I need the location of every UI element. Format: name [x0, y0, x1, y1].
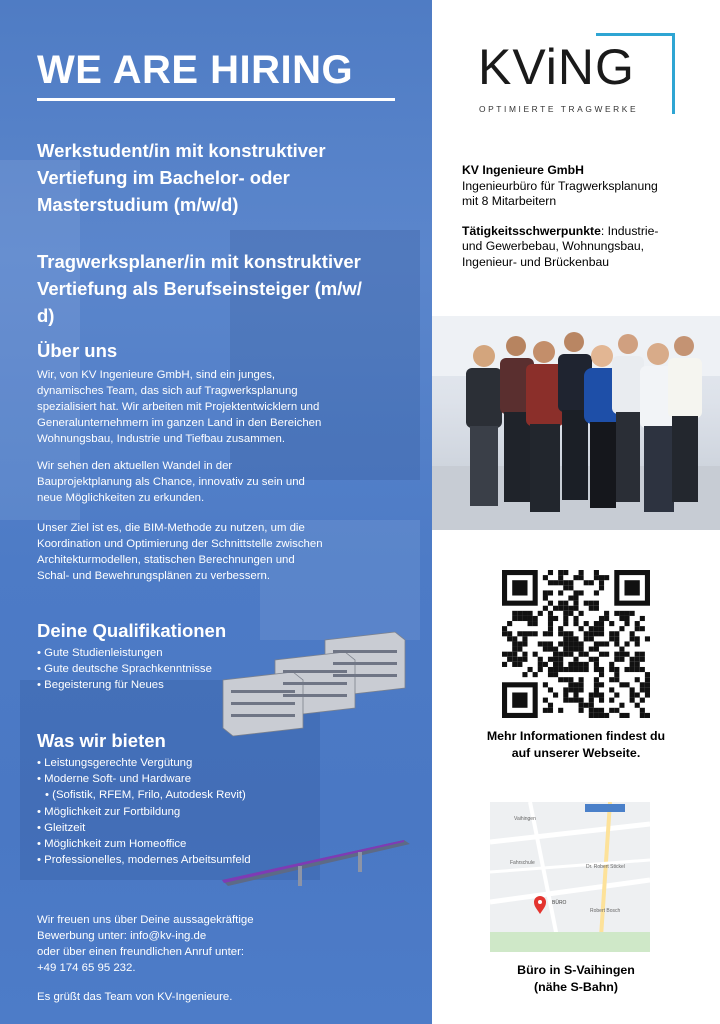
map-label: BÜRO — [552, 900, 567, 906]
list-item: • Leistungsgerechte Vergütung — [37, 755, 251, 771]
bridge-render-image — [218, 828, 418, 898]
qr-code — [502, 570, 650, 718]
headline-underline — [37, 98, 395, 101]
company-name: KV Ingenieure GmbH — [462, 163, 584, 177]
location-map — [490, 802, 650, 952]
qr-caption: Mehr Informationen findest du auf unserer Webseite. — [486, 729, 666, 760]
list-item: • Möglichkeit zum Homeoffice — [37, 836, 251, 852]
list-item: • Gute Studienleistungen — [37, 645, 212, 661]
map-label: Vaihingen — [514, 816, 536, 822]
company-info: KV Ingenieure GmbH Ingenieurbüro für Tragwerksplanung mit 8 Mitarbeitern Tätigkeitsschwerpunkte: Industrie- und Gewerbebau, Wohnungsbau, Ingenieur- und Brückenbau — [462, 163, 659, 269]
building-render-image — [215, 628, 415, 738]
job-title-working-student: Werkstudent/in mit konstruktiver Vertiefung im Bachelor- oder Masterstudium (m/w/d) — [37, 140, 326, 215]
map-label: Dr. Robert Stickel — [586, 864, 625, 870]
team-photo-illustration — [432, 316, 720, 530]
map-label: Fahrschule — [510, 860, 535, 866]
about-heading: Über uns — [37, 340, 118, 361]
map-label: Robert Bosch — [590, 908, 621, 914]
qualifications-list — [37, 645, 212, 694]
list-item: • Professionelles, modernes Arbeitsumfeld — [37, 852, 251, 868]
about-paragraph-3: Unser Ziel ist es, die BIM-Methode zu nutzen, um die Koordination und Optimierung der Schnittstelle zwischen Architekturmodellen, statischen Berechnungen und Schal- und Bewehrungsplänen zu verbessern. — [37, 522, 323, 582]
list-item-note: • (Sofistik, RFEM, Frilo, Autodesk Revit) — [37, 787, 251, 803]
offer-heading: Was wir bieten — [37, 730, 166, 751]
job-title-structural-planner: Tragwerksplaner/in mit konstruktiver Vertiefung als Berufseinsteiger (m/w/ d) — [37, 251, 362, 326]
list-item: • Moderne Soft- und Hardware — [37, 771, 251, 787]
team-photo — [432, 316, 720, 530]
list-item: • Gute deutsche Sprachkenntnisse — [37, 661, 212, 677]
contact-text: Wir freuen uns über Deine aussagekräftige Bewerbung unter: info@kv-ing.de oder über einen freundlichen Anruf unter: +49 174 65 95 232. — [37, 914, 254, 974]
about-paragraph-2: Wir sehen den aktuellen Wandel in der Bauprojektplanung als Chance, innovativ zu sein und neue Möglichkeiten zu erkunden. — [37, 460, 305, 504]
qualifications-heading: Deine Qualifikationen — [37, 620, 227, 641]
map-illustration — [490, 802, 650, 952]
signature-line: Es grüßt das Team von KV-Ingenieure. — [37, 991, 233, 1003]
company-logo: KViNG — [478, 39, 635, 95]
list-item: • Möglichkeit zur Fortbildung — [37, 804, 251, 820]
headline: WE ARE HIRING — [37, 48, 354, 92]
about-paragraph-1: Wir, von KV Ingenieure GmbH, sind ein junges, dynamisches Team, das sich auf Tragwerksplanung spezialisiert hat. Wir arbeiten mit Projektentwicklern und Generalunternehmern im ganzen Land in den Bereichen Wohnungsbau, Industrie und Tiefbau zusammen. — [37, 369, 322, 445]
list-item: • Gleitzeit — [37, 820, 251, 836]
map-caption: Büro in S-Vaihingen (nähe S-Bahn) — [517, 963, 635, 994]
logo-tagline: OPTIMIERTE TRAGWERKE — [479, 104, 639, 114]
focus-label: Tätigkeitsschwerpunkte — [462, 223, 601, 238]
list-item: • Begeisterung für Neues — [37, 677, 212, 693]
